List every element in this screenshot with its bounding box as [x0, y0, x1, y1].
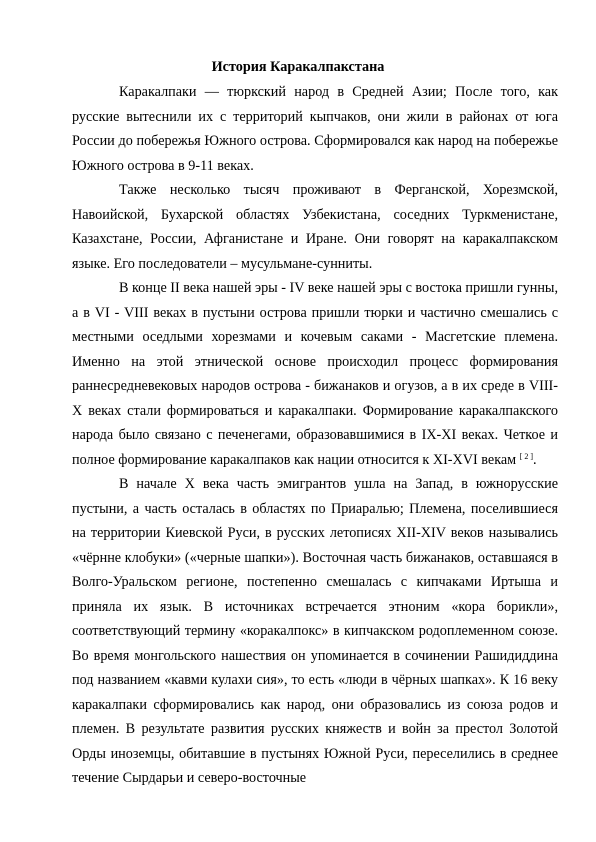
document-body [72, 80, 558, 791]
page-title: История Каракалпакстана [211, 59, 385, 75]
paragraph [72, 178, 558, 276]
paragraph-tail: . [533, 451, 537, 468]
paragraph [72, 80, 558, 178]
paragraph-text: В начале X века часть эмигрантов ушла на Запад, в южнорусские пустыни, а часть осталась в областях по Приаралью; Племена, поселившиеся на территории Киевской Руси, в русских летописях XII-XIV веков назывались «чёрнне клобуки» («черные шапки»). Восточная часть бижанаков, оставшаяся в Волго-Уральском регионе, постепенно смешалась с кипчаками Иртыша и приняла их язык. В источниках встречается этноним «кора борикли», соответствующий термину «коракалпокс» в кипчакском родоплеменном союзе. Во время монгольского нашествия он упоминается в сочинении Рашидиддина под названием «кавми кулахи сия», то есть «люди в чёрных шапках». К 16 веку каракалпаки сформировались как народ, они образовались из союза родов и племен. В результате развития русских княжеств и войн за престол Золотой Орды иноземцы, обитавшие в пустынях Южной Руси, переселились в среднее течение Сырдарьи и северо-восточные [72, 476, 558, 786]
paragraph-text: Также несколько тысяч проживают в Ферганской, Хорезмской, Навоийской, Бухарской областях Узбекистана, соседних Туркменистане, Казахстане, России, Афганистане и Иране. Они говорят на каракалпакском языке. Его последователи – мусульмане-сунниты. [72, 182, 558, 272]
paragraph [72, 276, 558, 472]
paragraph-text: В конце II века нашей эры - IV веке нашей эры с востока пришли гунны, а в VI - VIII веках в пустыни острова пришли тюрки и частично смешались с местными оседлыми хорезмами и кочевым саками - Масгетские племена. Именно на этой этнической основе происходил процесс формирования раннесредневековых народов острова - бижанаков и огузов, а в их среде в VIII-X веках стали формироваться и каракалпаки. Формирование каракалпакского народа было связано с печенегами, образовавшимися в IX-XI веках. Четкое и полное формирование каракалпаков как нации относится к XI-XVI векам [72, 280, 559, 468]
footnote-reference: [ 2 ] [519, 451, 534, 461]
paragraph-text: Каракалпаки — тюркский народ в Средней Азии; После того, как русские вытеснили их с территорий кыпчаков, они жили в районах от юга России до побережья Южного острова. Сформировался как народ на побережье Южного острова в 9-11 веках. [72, 84, 558, 174]
paragraph [72, 472, 558, 791]
